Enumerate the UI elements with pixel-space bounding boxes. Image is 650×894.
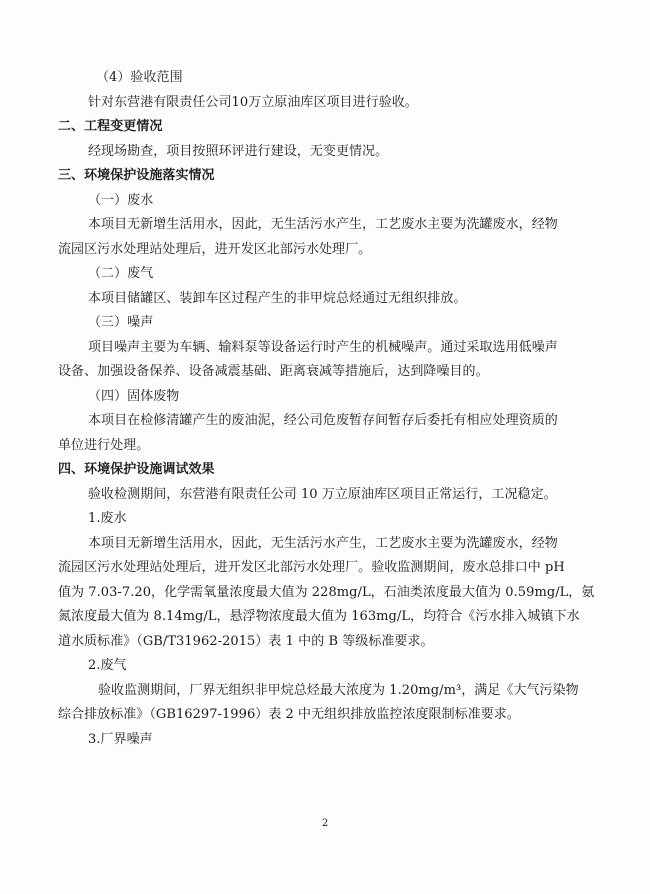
section-heading: 四、环境保护设施调试效果: [58, 462, 215, 477]
text-line: 道水质标准》（GB/T31962-2015）表 1 中的 B 等级标准要求。: [58, 633, 434, 649]
text-line: 1.废水: [88, 511, 127, 526]
text-line: 经现场勘查，项目按照环评进行建设，无变更情况。: [88, 143, 389, 159]
document-body: [58, 66, 595, 752]
text-line: （三）噪声: [88, 315, 154, 330]
text-line: 值为 7.03-7.20，化学需氧量浓度最大值为 228mg/L，石油类浓度最大值为 0.59mg/L，氨: [58, 584, 595, 600]
text-line: （二）废气: [88, 266, 154, 281]
text-line: 单位进行处理。: [58, 437, 150, 453]
text-line: （一）废水: [88, 192, 154, 208]
text-line: 本项目储罐区、装卸车区过程产生的非甲烷总烃通过无组织排放。: [88, 290, 467, 306]
page-number: 2: [321, 818, 329, 829]
text-line: 项目噪声主要为车辆、输料泵等设备运行时产生的机械噪声。通过采取选用低噪声: [88, 339, 558, 355]
text-line: 3.厂界噪声: [88, 731, 153, 747]
text-line: 验收监测期间，厂界无组织非甲烷总烃最大浓度为 1.20mg/m³，满足《大气污染物: [98, 682, 579, 698]
text-line: 针对东营港有限责任公司10万立原油库区项目进行验收。: [88, 94, 418, 110]
text-line: 本项目在检修清罐产生的废油泥，经公司危废暂存间暂存后委托有相应处理资质的: [88, 413, 558, 428]
text-line: 氮浓度最大值为 8.14mg/L，悬浮物浓度最大值为 163mg/L，均符合《污水排入城镇下水: [58, 609, 580, 624]
text-line: 2.废气: [88, 658, 127, 673]
text-line: 本项目无新增生活用水，因此，无生活污水产生，工艺废水主要为洗罐废水，经物: [88, 217, 558, 232]
section-heading: 三、环境保护设施落实情况: [58, 168, 215, 183]
text-line: （四）固体废物: [88, 388, 180, 404]
section-heading: 二、工程变更情况: [58, 119, 163, 134]
text-line: （4）验收范围: [96, 70, 183, 85]
text-line: 验收检测期间，东营港有限责任公司 10 万立原油库区项目正常运行，工况稳定。: [88, 486, 557, 502]
text-line: 流园区污水处理站处理后，进开发区北部污水处理厂。验收监测期间，废水总排口中 pH: [58, 560, 565, 575]
text-line: 流园区污水处理站处理后，进开发区北部污水处理厂。: [58, 241, 372, 257]
text-line: 设备、加强设备保养、设备减震基础、距离衰减等措施后，达到降噪目的。: [58, 364, 489, 379]
text-line: 本项目无新增生活用水，因此，无生活污水产生，工艺废水主要为洗罐废水，经物: [88, 535, 558, 551]
text-line: 综合排放标准》（GB16297-1996）表 2 中无组织排放监控浓度限制标准要求。: [58, 707, 520, 722]
